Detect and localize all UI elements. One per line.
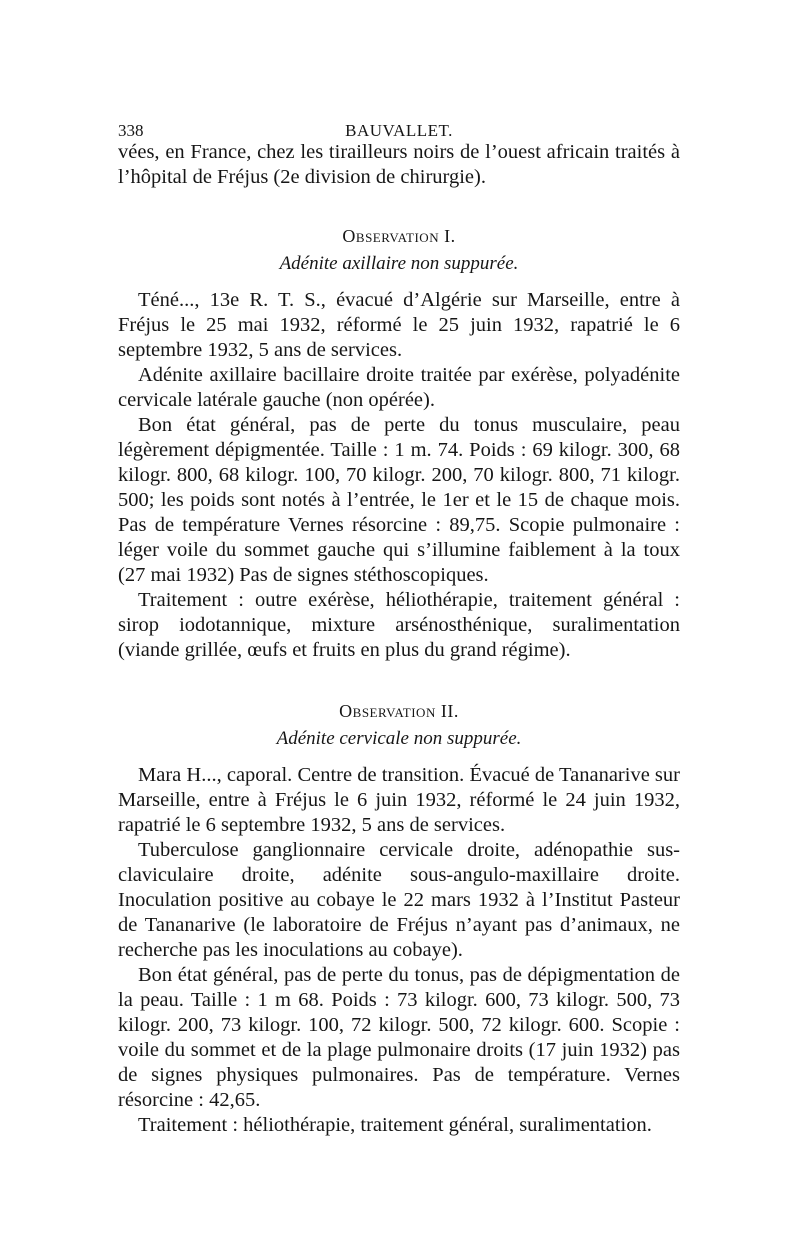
observation-2-title: Observation II.	[339, 701, 459, 721]
observation-1-paragraph: Bon état général, pas de perte du tonus musculaire, peau légèrement dépigmentée. Taille : 1 m. 74. Poids : 69 kilogr. 300, 68 kilogr. 800, 68 kilogr. 100, 70 kilogr. 200, 70 kilogr. 800, 71 kilogr. 500; les poids sont notés à l’entrée, le 1er et le 15 de chaque mois. Pas de température Vernes résorcine : 89,75. Scopie pulmonaire : léger voile du sommet gauche qui s’illumine faiblement à la toux (27 mai 1932) Pas de signes stéthoscopiques.	[118, 414, 680, 586]
page-header	[118, 112, 680, 140]
intro-paragraph: vées, en France, chez les tirailleurs noirs de l’ouest africain traités à l’hôpital de Fréjus (2e division de chirurgie).	[118, 141, 680, 188]
book-page	[118, 112, 680, 1138]
observation-2-paragraph: Tuberculose ganglionnaire cervicale droite, adénopathie sus-claviculaire droite, adénite sous-angulo-maxillaire droite. Inoculation positive au cobaye le 22 mars 1932 à l’Institut Pasteur de Tananarive (le laboratoire de Fréjus n’ayant pas d’animaux, ne recherche pas les inoculations au cobaye).	[118, 839, 680, 961]
observation-2-paragraph: Bon état général, pas de perte du tonus, pas de dépigmentation de la peau. Taille : 1 m 68. Poids : 73 kilogr. 600, 73 kilogr. 500, 73 kilogr. 200, 73 kilogr. 100, 72 kilogr. 500, 72 kilogr. 600. Scopie : voile du sommet et de la plage pulmonaire droits (17 juin 1932) pas de signes physiques pulmonaires. Pas de température. Vernes résorcine : 42,65.	[118, 964, 680, 1111]
observation-1-paragraph: Téné..., 13e R. T. S., évacué d’Algérie sur Marseille, entre à Fréjus le 25 mai 1932, réformé le 25 juin 1932, rapatrié le 6 septembre 1932, 5 ans de services.	[118, 289, 680, 361]
observation-2-subtitle: Adénite cervicale non suppurée.	[276, 728, 522, 749]
page-number: 338	[118, 121, 144, 140]
observation-1-paragraph: Adénite axillaire bacillaire droite traitée par exérèse, polyadénite cervicale latérale gauche (non opérée).	[118, 364, 680, 411]
observation-2-paragraph: Mara H..., caporal. Centre de transition. Évacué de Tananarive sur Marseille, entre à Fréjus le 6 juin 1932, réformé le 24 juin 1932, rapatrié le 6 septembre 1932, 5 ans de services.	[118, 764, 680, 836]
observation-2-paragraph: Traitement : héliothérapie, traitement général, suralimentation.	[138, 1114, 652, 1136]
observation-1-title: Observation I.	[342, 226, 456, 246]
observation-1-subtitle: Adénite axillaire non suppurée.	[279, 253, 519, 274]
running-head: BAUVALLET.	[345, 121, 453, 140]
observation-1-paragraph: Traitement : outre exérèse, héliothérapie, traitement général : sirop iodotannique, mixture arsénosthénique, suralimentation (viande grillée, œufs et fruits en plus du grand régime).	[118, 589, 680, 661]
